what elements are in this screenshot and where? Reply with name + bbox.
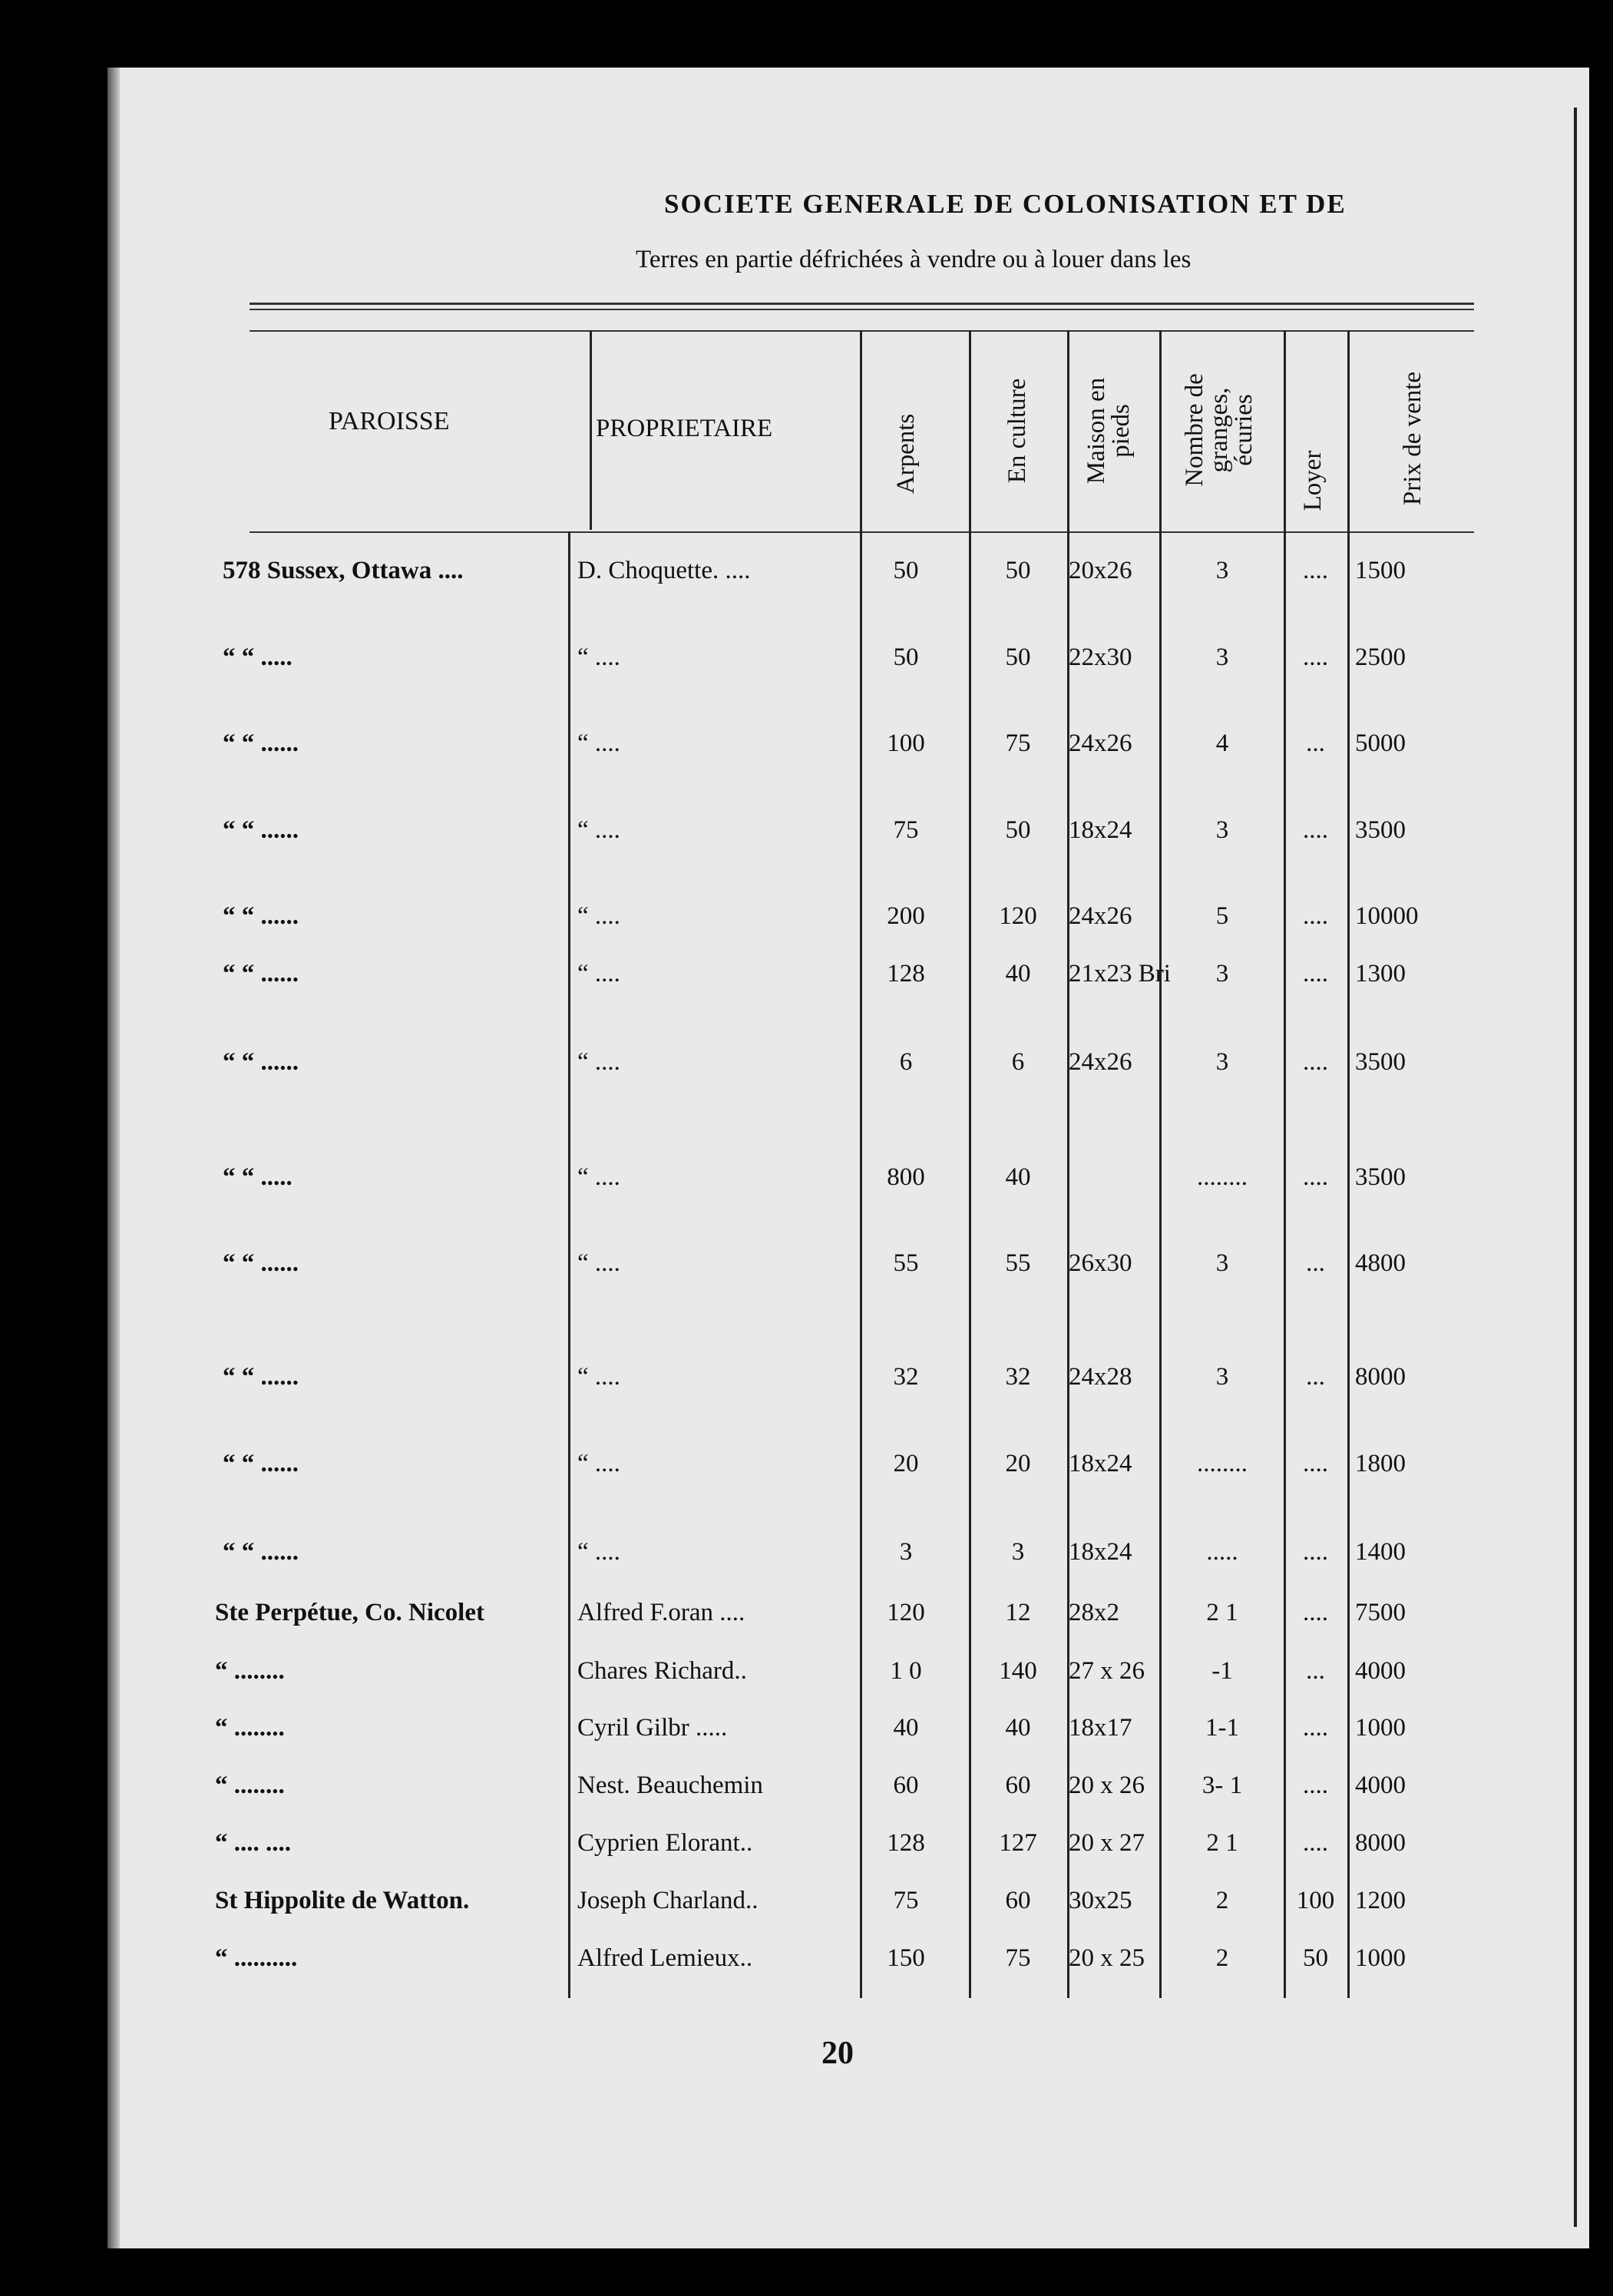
granges-cell: 2 1 bbox=[1206, 1599, 1238, 1626]
arpents-cell: 1 0 bbox=[890, 1657, 922, 1685]
granges-cell: 5 bbox=[1215, 902, 1229, 930]
page-title: SOCIETE GENERALE DE COLONISATION ET DE bbox=[664, 189, 1347, 219]
paroisse-cell: 578 Sussex, Ottawa .... bbox=[223, 557, 464, 584]
prix-cell: 1800 bbox=[1355, 1450, 1406, 1477]
loyer-cell: .... bbox=[1303, 902, 1328, 930]
loyer-cell: .... bbox=[1303, 643, 1328, 671]
en-culture-cell: 120 bbox=[999, 902, 1037, 930]
paroisse-cell: “ ........ bbox=[215, 1714, 285, 1742]
paroisse-cell: “ .......... bbox=[215, 1944, 298, 1972]
granges-cell: 3 bbox=[1215, 1363, 1229, 1391]
arpents-cell: 3 bbox=[899, 1538, 913, 1566]
paroisse-cell: “ “ ...... bbox=[223, 1363, 299, 1391]
page-number: 20 bbox=[821, 2036, 854, 2071]
proprietaire-cell: “ .... bbox=[577, 1450, 620, 1477]
proprietaire-cell: Alfred Lemieux.. bbox=[577, 1944, 753, 1972]
loyer-cell: .... bbox=[1303, 1163, 1328, 1191]
loyer-cell: ... bbox=[1306, 1249, 1325, 1277]
proprietaire-cell: “ .... bbox=[577, 1048, 620, 1076]
loyer-cell: .... bbox=[1303, 1714, 1328, 1742]
header-rule bbox=[250, 309, 1474, 310]
proprietaire-cell: “ .... bbox=[577, 1538, 620, 1566]
proprietaire-cell: “ .... bbox=[577, 960, 620, 988]
granges-cell: 2 bbox=[1215, 1887, 1229, 1914]
arpents-cell: 200 bbox=[887, 902, 925, 930]
maison-cell: 26x30 bbox=[1069, 1249, 1132, 1277]
paroisse-cell: Ste Perpétue, Co. Nicolet bbox=[215, 1599, 484, 1626]
proprietaire-cell: D. Choquette. .... bbox=[577, 557, 751, 584]
loyer-cell: ... bbox=[1306, 1657, 1325, 1685]
arpents-cell: 75 bbox=[893, 1887, 919, 1914]
proprietaire-cell: “ .... bbox=[577, 902, 620, 930]
loyer-cell: 100 bbox=[1296, 1887, 1335, 1914]
proprietaire-cell: Alfred F.oran .... bbox=[577, 1599, 745, 1626]
paroisse-cell: St Hippolite de Watton. bbox=[215, 1887, 470, 1914]
arpents-cell: 20 bbox=[893, 1450, 919, 1477]
column-header-loyer: Loyer bbox=[1299, 450, 1327, 511]
loyer-cell: .... bbox=[1303, 557, 1328, 584]
en-culture-cell: 6 bbox=[1011, 1048, 1025, 1076]
arpents-cell: 40 bbox=[893, 1714, 919, 1742]
granges-cell: 1-1 bbox=[1205, 1714, 1239, 1742]
column-header-paroisse: PAROISSE bbox=[329, 407, 450, 435]
proprietaire-cell: “ .... bbox=[577, 729, 620, 757]
en-culture-cell: 50 bbox=[1005, 816, 1031, 844]
prix-cell: 4000 bbox=[1355, 1772, 1406, 1799]
column-header-proprietaire: PROPRIETAIRE bbox=[596, 415, 773, 442]
loyer-cell: .... bbox=[1303, 1048, 1328, 1076]
column-header-prix: Prix de vente bbox=[1399, 371, 1426, 506]
granges-cell: 3 bbox=[1215, 557, 1229, 584]
granges-cell: ........ bbox=[1197, 1450, 1248, 1477]
arpents-cell: 6 bbox=[899, 1048, 913, 1076]
en-culture-cell: 40 bbox=[1005, 1714, 1031, 1742]
loyer-cell: ... bbox=[1306, 729, 1325, 757]
paroisse-cell: “ “ ...... bbox=[223, 729, 299, 757]
column-divider bbox=[568, 531, 570, 1998]
maison-cell: 18x24 bbox=[1069, 816, 1132, 844]
granges-cell: 3- 1 bbox=[1201, 1772, 1243, 1799]
proprietaire-cell: Chares Richard.. bbox=[577, 1657, 747, 1685]
granges-cell: 3 bbox=[1215, 1249, 1229, 1277]
en-culture-cell: 75 bbox=[1005, 729, 1031, 757]
proprietaire-cell: Cyprien Elorant.. bbox=[577, 1829, 753, 1857]
arpents-cell: 120 bbox=[887, 1599, 925, 1626]
en-culture-cell: 40 bbox=[1005, 960, 1031, 988]
prix-cell: 1500 bbox=[1355, 557, 1406, 584]
loyer-cell: .... bbox=[1303, 1450, 1328, 1477]
arpents-cell: 150 bbox=[887, 1944, 925, 1972]
loyer-cell: 50 bbox=[1303, 1944, 1328, 1972]
paroisse-cell: “ “ ..... bbox=[223, 643, 293, 671]
arpents-cell: 32 bbox=[893, 1363, 919, 1391]
prix-cell: 8000 bbox=[1355, 1829, 1406, 1857]
loyer-cell: .... bbox=[1303, 1599, 1328, 1626]
loyer-cell: .... bbox=[1303, 816, 1328, 844]
loyer-cell: ... bbox=[1306, 1363, 1325, 1391]
en-culture-cell: 127 bbox=[999, 1829, 1037, 1857]
proprietaire-cell: “ .... bbox=[577, 1249, 620, 1277]
en-culture-cell: 50 bbox=[1005, 557, 1031, 584]
column-header-en-culture: En culture bbox=[1003, 378, 1031, 484]
proprietaire-cell: “ .... bbox=[577, 643, 620, 671]
column-header-arpents: Arpents bbox=[892, 413, 920, 495]
en-culture-cell: 60 bbox=[1005, 1887, 1031, 1914]
proprietaire-cell: “ .... bbox=[577, 816, 620, 844]
en-culture-cell: 50 bbox=[1005, 643, 1031, 671]
en-culture-cell: 55 bbox=[1005, 1249, 1031, 1277]
granges-cell: 3 bbox=[1215, 816, 1229, 844]
proprietaire-cell: “ .... bbox=[577, 1363, 620, 1391]
en-culture-cell: 3 bbox=[1011, 1538, 1025, 1566]
paroisse-cell: “ “ ...... bbox=[223, 1538, 299, 1566]
arpents-cell: 128 bbox=[887, 1829, 925, 1857]
maison-cell: 27 x 26 bbox=[1069, 1657, 1145, 1685]
page-subtitle: Terres en partie défrichées à vendre ou à louer dans les bbox=[636, 246, 1192, 273]
loyer-cell: .... bbox=[1303, 1829, 1328, 1857]
arpents-cell: 128 bbox=[887, 960, 925, 988]
prix-cell: 10000 bbox=[1355, 902, 1419, 930]
en-culture-cell: 140 bbox=[999, 1657, 1037, 1685]
proprietaire-cell: Nest. Beauchemin bbox=[577, 1772, 763, 1799]
page-binding-edge bbox=[107, 68, 120, 2248]
column-divider bbox=[1347, 330, 1350, 1998]
arpents-cell: 100 bbox=[887, 729, 925, 757]
proprietaire-cell: “ .... bbox=[577, 1163, 620, 1191]
maison-cell: 18x24 bbox=[1069, 1538, 1132, 1566]
prix-cell: 4000 bbox=[1355, 1657, 1406, 1685]
paroisse-cell: “ “ ...... bbox=[223, 902, 299, 930]
granges-cell: 3 bbox=[1215, 643, 1229, 671]
arpents-cell: 50 bbox=[893, 643, 919, 671]
prix-cell: 5000 bbox=[1355, 729, 1406, 757]
granges-cell: 2 1 bbox=[1206, 1829, 1238, 1857]
maison-cell: 28x2 bbox=[1069, 1599, 1119, 1626]
arpents-cell: 60 bbox=[893, 1772, 919, 1799]
prix-cell: 4800 bbox=[1355, 1249, 1406, 1277]
paroisse-cell: “ ........ bbox=[215, 1772, 285, 1799]
granges-cell: ..... bbox=[1206, 1538, 1238, 1566]
maison-cell: 20x26 bbox=[1069, 557, 1132, 584]
paroisse-cell: “ “ ...... bbox=[223, 1450, 299, 1477]
maison-cell: 21x23 Bri bbox=[1069, 960, 1171, 988]
granges-cell: 2 bbox=[1215, 1944, 1229, 1972]
paroisse-cell: “ .... .... bbox=[215, 1829, 291, 1857]
granges-cell: 3 bbox=[1215, 960, 1229, 988]
column-divider bbox=[590, 330, 592, 530]
en-culture-cell: 32 bbox=[1005, 1363, 1031, 1391]
column-header-maison: Maison en pieds bbox=[1082, 377, 1135, 485]
header-rule bbox=[250, 303, 1474, 305]
loyer-cell: .... bbox=[1303, 1772, 1328, 1799]
prix-cell: 8000 bbox=[1355, 1363, 1406, 1391]
loyer-cell: .... bbox=[1303, 1538, 1328, 1566]
loyer-cell: .... bbox=[1303, 960, 1328, 988]
en-culture-cell: 12 bbox=[1005, 1599, 1031, 1626]
document-page bbox=[107, 68, 1589, 2248]
granges-cell: 3 bbox=[1215, 1048, 1229, 1076]
prix-cell: 1000 bbox=[1355, 1944, 1406, 1972]
proprietaire-cell: Joseph Charland.. bbox=[577, 1887, 759, 1914]
arpents-cell: 50 bbox=[893, 557, 919, 584]
maison-cell: 20 x 26 bbox=[1069, 1772, 1145, 1799]
granges-cell: -1 bbox=[1211, 1657, 1233, 1685]
prix-cell: 1000 bbox=[1355, 1714, 1406, 1742]
en-culture-cell: 40 bbox=[1005, 1163, 1031, 1191]
paroisse-cell: “ “ ..... bbox=[223, 1163, 293, 1191]
column-header-granges: Nombre de granges, écuries bbox=[1181, 373, 1258, 487]
prix-cell: 3500 bbox=[1355, 1048, 1406, 1076]
arpents-cell: 55 bbox=[893, 1249, 919, 1277]
en-culture-cell: 60 bbox=[1005, 1772, 1031, 1799]
prix-cell: 1200 bbox=[1355, 1887, 1406, 1914]
en-culture-cell: 20 bbox=[1005, 1450, 1031, 1477]
arpents-cell: 800 bbox=[887, 1163, 925, 1191]
page-right-edge bbox=[1574, 108, 1585, 2227]
en-culture-cell: 75 bbox=[1005, 1944, 1031, 1972]
maison-cell: 18x24 bbox=[1069, 1450, 1132, 1477]
proprietaire-cell: Cyril Gilbr ..... bbox=[577, 1714, 728, 1742]
granges-cell: ........ bbox=[1197, 1163, 1248, 1191]
maison-cell: 22x30 bbox=[1069, 643, 1132, 671]
maison-cell: 24x26 bbox=[1069, 729, 1132, 757]
arpents-cell: 75 bbox=[893, 816, 919, 844]
paroisse-cell: “ “ ...... bbox=[223, 1249, 299, 1277]
maison-cell: 18x17 bbox=[1069, 1714, 1132, 1742]
paroisse-cell: “ “ ...... bbox=[223, 816, 299, 844]
prix-cell: 3500 bbox=[1355, 816, 1406, 844]
maison-cell: 24x26 bbox=[1069, 1048, 1132, 1076]
maison-cell: 24x26 bbox=[1069, 902, 1132, 930]
granges-cell: 4 bbox=[1215, 729, 1229, 757]
paroisse-cell: “ “ ...... bbox=[223, 960, 299, 988]
maison-cell: 30x25 bbox=[1069, 1887, 1132, 1914]
paroisse-cell: “ ........ bbox=[215, 1657, 285, 1685]
prix-cell: 7500 bbox=[1355, 1599, 1406, 1626]
prix-cell: 3500 bbox=[1355, 1163, 1406, 1191]
prix-cell: 1400 bbox=[1355, 1538, 1406, 1566]
prix-cell: 2500 bbox=[1355, 643, 1406, 671]
paroisse-cell: “ “ ...... bbox=[223, 1048, 299, 1076]
prix-cell: 1300 bbox=[1355, 960, 1406, 988]
maison-cell: 20 x 27 bbox=[1069, 1829, 1145, 1857]
maison-cell: 20 x 25 bbox=[1069, 1944, 1145, 1972]
maison-cell: 24x28 bbox=[1069, 1363, 1132, 1391]
